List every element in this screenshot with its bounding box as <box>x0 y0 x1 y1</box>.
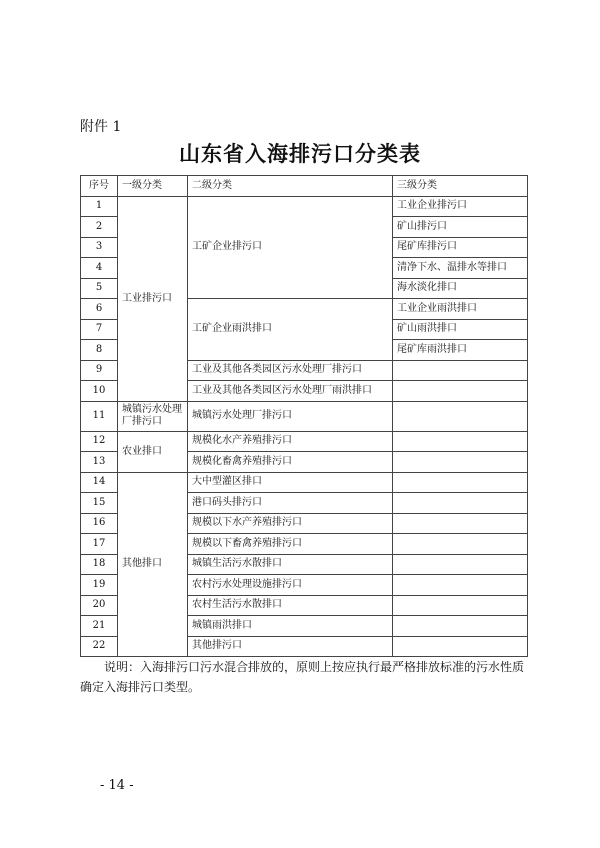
row-number: 22 <box>81 636 118 657</box>
level2-cell: 规模以下水产养殖排污口 <box>188 513 393 534</box>
table-row <box>81 196 528 217</box>
level2-cell: 农村生活污水散排口 <box>188 595 393 616</box>
level1-cell: 工业排污口 <box>118 196 188 401</box>
row-number: 12 <box>81 431 118 452</box>
level3-cell <box>393 452 528 473</box>
row-number: 5 <box>81 278 118 299</box>
level3-cell: 工业企业排污口 <box>393 196 528 217</box>
row-number: 9 <box>81 360 118 381</box>
level2-cell: 规模以下畜禽养殖排污口 <box>188 534 393 555</box>
row-number: 3 <box>81 237 118 258</box>
row-number: 14 <box>81 472 118 493</box>
level2-cell: 其他排污口 <box>188 636 393 657</box>
level2-cell: 城镇生活污水散排口 <box>188 554 393 575</box>
level2-cell: 工业及其他各类园区污水处理厂雨洪排口 <box>188 381 393 402</box>
level1-cell: 其他排口 <box>118 472 188 657</box>
row-number: 10 <box>81 381 118 402</box>
level2-cell: 工矿企业排污口 <box>188 196 393 299</box>
level2-cell: 港口码头排污口 <box>188 493 393 514</box>
row-number: 13 <box>81 452 118 473</box>
row-number: 8 <box>81 340 118 361</box>
header-index: 序号 <box>81 176 118 197</box>
level3-cell: 尾矿库排污口 <box>393 237 528 258</box>
level3-cell: 尾矿库雨洪排口 <box>393 340 528 361</box>
row-number: 6 <box>81 299 118 320</box>
row-number: 21 <box>81 616 118 637</box>
level2-cell: 农村污水处理设施排污口 <box>188 575 393 596</box>
level1-cell: 农业排口 <box>118 431 188 472</box>
level3-cell: 海水淡化排口 <box>393 278 528 299</box>
level3-cell <box>393 534 528 555</box>
level1-cell: 城镇污水处理厂排污口 <box>118 401 188 431</box>
row-number: 17 <box>81 534 118 555</box>
row-number: 19 <box>81 575 118 596</box>
row-number: 1 <box>81 196 118 217</box>
level3-cell <box>393 493 528 514</box>
row-number: 4 <box>81 258 118 279</box>
row-number: 11 <box>81 401 118 431</box>
level3-cell <box>393 472 528 493</box>
level3-cell <box>393 575 528 596</box>
classification-table <box>80 175 528 657</box>
level2-cell: 城镇雨洪排口 <box>188 616 393 637</box>
table-row <box>81 401 528 431</box>
page-title: 山东省入海排污口分类表 <box>179 141 421 166</box>
table-note: 说明：入海排污口污水混合排放的，原则上按应执行最严格排放标准的污水性质确定入海排污口类型。 <box>80 660 525 694</box>
level3-cell <box>393 554 528 575</box>
level3-cell: 清净下水、温排水等排口 <box>393 258 528 279</box>
level3-cell <box>393 401 528 431</box>
level3-cell: 工业企业雨洪排口 <box>393 299 528 320</box>
level2-cell: 大中型灌区排口 <box>188 472 393 493</box>
page-number: - 14 - <box>100 778 134 793</box>
level3-cell: 矿山排污口 <box>393 217 528 238</box>
level3-cell <box>393 513 528 534</box>
level3-cell <box>393 431 528 452</box>
row-number: 15 <box>81 493 118 514</box>
header-level1: 一级分类 <box>118 176 188 197</box>
row-number: 7 <box>81 319 118 340</box>
level3-cell <box>393 381 528 402</box>
level2-cell: 规模化水产养殖排污口 <box>188 431 393 452</box>
level3-cell <box>393 636 528 657</box>
table-row <box>81 472 528 493</box>
row-number: 16 <box>81 513 118 534</box>
header-level3: 三级分类 <box>393 176 528 197</box>
level2-cell: 工业及其他各类园区污水处理厂排污口 <box>188 360 393 381</box>
row-number: 18 <box>81 554 118 575</box>
table-row <box>81 431 528 452</box>
row-number: 2 <box>81 217 118 238</box>
level2-cell: 规模化畜禽养殖排污口 <box>188 452 393 473</box>
level3-cell: 矿山雨洪排口 <box>393 319 528 340</box>
row-number: 20 <box>81 595 118 616</box>
header-level2: 二级分类 <box>188 176 393 197</box>
level3-cell <box>393 616 528 637</box>
level2-cell: 城镇污水处理厂排污口 <box>188 401 393 431</box>
attachment-label: 附件 1 <box>80 119 122 135</box>
level3-cell <box>393 360 528 381</box>
level2-cell: 工矿企业雨洪排口 <box>188 299 393 361</box>
table-header-row <box>81 176 528 197</box>
level3-cell <box>393 595 528 616</box>
